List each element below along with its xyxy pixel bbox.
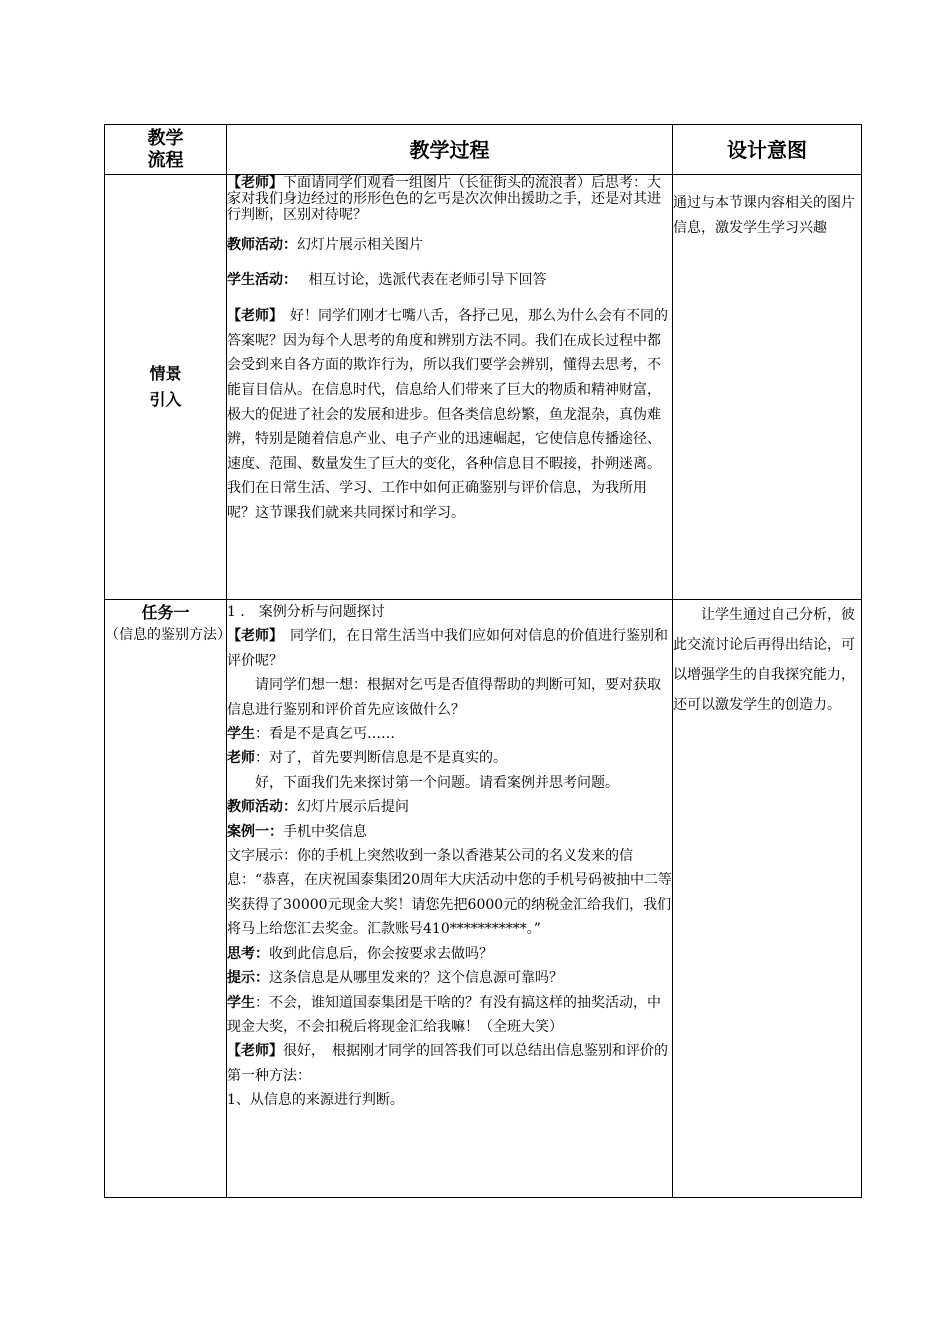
row2-line-text-display: 文字展示：你的手机上突然收到一条以香港某公司的名义发来的信息：“恭喜，在庆祝国泰集团20周年大庆活动中您的手机号码被抽中二等奖获得了30000元现金大奖！请您先把6000元的纳税金汇给我们，我们将马上给您汇去奖金。汇款账号410***********。”: [227, 848, 672, 938]
teacher-activity-tag: 教师活动：: [227, 237, 297, 253]
row-task-one: [105, 600, 862, 1198]
row1-p4-text: 好！同学们刚才七嘴八舌，各抒己见，那么为什么会有不同的答案呢？因为每个人思考的角度和辨别方法不同。我们在成长过程中都会受到来自各方面的欺诈行为，所以我们要学会辨别，懂得去思考，不能盲目信从。在信息时代，信息给人们带来了巨大的物质和精神财富，极大的促进了社会的发展和进步。但各类信息纷繁，鱼龙混杂，真伪难辨，特别是随着信息产业、电子产业的迅速崛起，它使信息传播途径、速度、范围、数量发生了巨大的变化，各种信息目不暇接，扑朔迷离。我们在日常生活、学习、工作中如何正确鉴别与评价信息，为我所用呢？这节课我们就来共同探讨和学习。: [227, 308, 668, 521]
row-scenario-intro: [105, 175, 862, 600]
row1-p2-text: 幻灯片展示相关图片: [297, 237, 423, 253]
student-activity-tag: 学生活动：: [227, 271, 290, 288]
header-teaching-process: 教学过程: [227, 125, 673, 175]
row1-p3-text: 相互讨论，选派代表在老师引导下回答: [290, 271, 547, 288]
row2-line-student-response: [227, 991, 672, 1040]
row1-para-teacher-activity: [227, 233, 672, 258]
teacher-activity-tag: 教师活动：: [227, 799, 297, 816]
teacher-tag: 【老师】: [227, 308, 276, 325]
row2-l5-text: ：对了，首先要判断信息是不是真实的。: [255, 750, 507, 767]
reflect-tag: 思考：: [227, 945, 269, 962]
row2-label-title: 任务一: [141, 603, 190, 622]
row2-line-method-one: 1、从信息的来源进行判断。: [227, 1092, 404, 1109]
row1-process: [227, 175, 673, 600]
header-row: [105, 125, 862, 175]
header-design-intent: 设计意图: [673, 125, 862, 175]
teacher-tag: 【老师】: [227, 175, 283, 191]
row2-l4-text: ：看是不是真乞丐……: [255, 726, 395, 743]
row2-line-reflect: [227, 942, 672, 966]
row1-label: [105, 175, 227, 600]
teacher-tag: 【老师】: [227, 628, 276, 645]
row1-para-student-activity: [227, 268, 672, 293]
header-flow-line1: 教学: [147, 127, 184, 149]
row2-line-student-answer: [227, 722, 672, 746]
row2-line-first-problem: 好，下面我们先来探讨第一个问题。请看案例并思考问题。: [255, 774, 619, 791]
row2-l2-text: 同学们，在日常生活当中我们应如何对信息的价值进行鉴别和评价呢？: [227, 628, 668, 669]
row2-line-hint: [227, 966, 672, 990]
row2-process: [227, 600, 673, 1198]
row2-l12-text: ：不会，谁知道国泰集团是干啥的？有没有搞这样的抽奖活动，中现金大奖，不会扣税后将现金汇给我嘛！（全班大笑）: [227, 994, 661, 1035]
row2-intent-text: 让学生通过自己分析，彼此交流讨论后再得出结论，可以增强学生的自我探究能力，还可以激发学生的创造力。: [673, 607, 855, 713]
row2-line-think: 请同学们想一想：根据对乞丐是否值得帮助的判断可知，要对获取信息进行鉴别和评价首先应该做什么？: [227, 677, 661, 718]
lesson-plan-table: [104, 124, 862, 1198]
row2-l8-text: 手机中奖信息: [283, 823, 367, 840]
row1-para-teacher-intro: [227, 175, 672, 223]
student-tag: 学生: [227, 726, 255, 743]
row2-l10-text: 收到此信息后，你会按要求去做吗？: [269, 945, 493, 962]
hint-tag: 提示：: [227, 970, 269, 987]
student-tag: 学生: [227, 994, 255, 1011]
row2-label-sub: （信息的鉴别方法）: [105, 627, 231, 643]
row2-l7-text: 幻灯片展示后提问: [297, 799, 409, 816]
header-flow-line2: 流程: [147, 149, 184, 171]
row2-label: [105, 600, 231, 1198]
header-teaching-flow: [105, 125, 227, 175]
row2-line-case-one: [227, 820, 672, 844]
row1-intent-text: 通过与本节课内容相关的图片信息，激发学生学习兴趣: [673, 195, 855, 236]
row2-design-intent: [673, 600, 862, 1198]
row1-label-line1: 情景: [149, 364, 182, 383]
row2-line-teacher-question: [227, 624, 672, 673]
row2-l13-text: 很好， 根据刚才同学的回答我们可以总结出信息鉴别和评价的第一种方法：: [227, 1043, 668, 1084]
row2-line-teacher-summary: [227, 1039, 672, 1088]
row2-line-case-analysis: 1 ． 案例分析与问题探讨: [227, 604, 385, 620]
teacher-tag: 【老师】: [227, 1043, 283, 1060]
row1-para-teacher-explain: [227, 304, 672, 525]
row2-line-teacher-reply: [227, 746, 672, 770]
row1-p1-text: 下面请同学们观看一组图片（长征街头的流浪者）后思考：大家对我们身边经过的形形色色的乞丐是次次伸出援助之手，还是对其进行判断，区别对待呢？: [227, 175, 661, 223]
row2-l11-text: 这条信息是从哪里发来的？这个信息源可靠吗？: [269, 970, 563, 987]
row1-design-intent: [673, 175, 862, 600]
row1-label-line2: 引入: [149, 390, 182, 409]
teacher-tag: 老师: [227, 750, 255, 767]
case-tag: 案例一：: [227, 823, 283, 840]
row2-line-teacher-activity: [227, 795, 672, 819]
